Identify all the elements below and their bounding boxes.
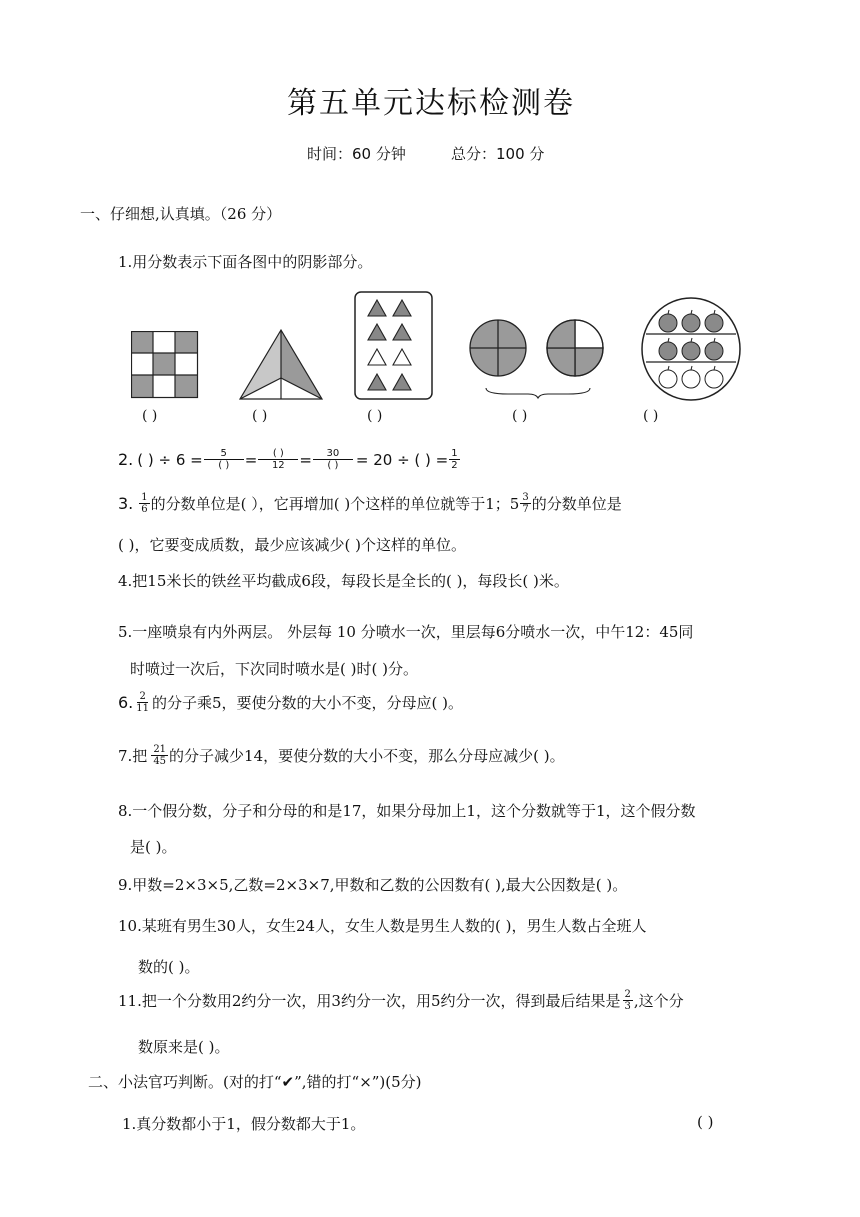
triangle-unshaded <box>368 349 386 365</box>
q3-number: 3. <box>118 494 134 513</box>
figure-2-answer-blank: ( ) <box>252 408 268 424</box>
question-2 <box>118 448 461 471</box>
question-5-line-1: 5.一座喷泉有内外两层。 外层每 10 分喷水一次，里层每6分喷水一次，中午12：45同 <box>118 623 694 641</box>
apple-icon-unshaded <box>659 370 677 388</box>
question-11-line-2: 数原来是( )。 <box>138 1038 230 1056</box>
grid-cell-shaded <box>175 375 197 397</box>
figure-1-answer-blank: ( ) <box>142 408 158 424</box>
q6-fraction: $\frac{2}{11}$ <box>136 691 149 714</box>
shaded-grid-figure <box>131 331 201 401</box>
apple-icon-shaded <box>705 342 723 360</box>
q2-number: 2. <box>118 450 134 469</box>
apple-icon-shaded <box>682 342 700 360</box>
q2-equals-2: = <box>299 450 312 469</box>
q2-fraction-4: $\frac{1}{2}$ <box>451 448 458 471</box>
q2-fraction-1: $\frac{5}{( )}$ <box>204 448 244 471</box>
judgement-question-1: 1.真分数都小于1，假分数都大于1。 <box>122 1115 366 1133</box>
q7-prefix: 7.把 <box>118 747 148 765</box>
section-1-heading: 一、仔细想,认真填。（26 分） <box>80 205 282 223</box>
triangle-unshaded <box>393 349 411 365</box>
judgement-answer-blank: ( ) <box>697 1113 714 1131</box>
section-2-heading: 二、小法官巧判断。(对的打“✔”,错的打“×”)(5分) <box>88 1073 422 1091</box>
q6-number: 6. <box>118 693 134 712</box>
q3-text-1: 的分数单位是( ），它再增加( )个这样的单位就等于1；5 <box>150 495 520 513</box>
figure-3-answer-blank: ( ) <box>367 408 383 424</box>
question-10-line-1: 10.某班有男生30人，女生24人，女生人数是男生人数的( )，男生人数占全班人 <box>118 917 647 935</box>
question-8-line-2: 是( )。 <box>130 838 177 856</box>
time-limit: 时间：60 分钟 <box>307 145 406 163</box>
triangle-card-figure <box>354 291 434 401</box>
q3-text-2: 的分数单位是 <box>531 495 622 513</box>
triangle-shaded <box>368 300 386 316</box>
triangle-shaded <box>393 324 411 340</box>
apple-icon-shaded <box>659 342 677 360</box>
apple-icon-unshaded <box>682 370 700 388</box>
apple-icon-shaded <box>659 314 677 332</box>
q7-text: 的分子减少14，要使分数的大小不变，那么分母应减少( )。 <box>169 747 565 765</box>
figure-5-answer-blank: ( ) <box>643 408 659 424</box>
page-title: 第五单元达标检测卷 <box>287 86 575 121</box>
question-7 <box>118 744 565 767</box>
q2-fraction-3: $\frac{30}{( )}$ <box>313 448 353 471</box>
shaded-triangle-figure <box>236 328 326 402</box>
question-4: 4.把15米长的铁丝平均截成6段，每段长是全长的( )，每段长( )米。 <box>118 572 569 590</box>
question-3-line-2: ( )，它要变成质数，最少应该减少( )个这样的单位。 <box>118 536 466 554</box>
question-8-line-1: 8.一个假分数，分子和分母的和是17，如果分母加上1，这个分数就等于1，这个假分数 <box>118 802 696 820</box>
q6-text: 的分子乘5，要使分数的大小不变，分母应( )。 <box>152 694 464 712</box>
apple-icon-unshaded <box>705 370 723 388</box>
grid-cell-shaded <box>131 375 153 397</box>
triangle-shaded <box>393 300 411 316</box>
triangle-shaded <box>368 324 386 340</box>
question-5-line-2: 时喷过一次后，下次同时喷水是( )时( )分。 <box>130 660 418 678</box>
question-1: 1.用分数表示下面各图中的阴影部分。 <box>118 253 373 271</box>
q11-fraction: $\frac{2}{3}$ <box>624 989 631 1012</box>
question-3 <box>118 492 622 515</box>
apples-figure <box>640 296 742 402</box>
total-score: 总分：100 分 <box>451 145 545 163</box>
grid-cell-shaded <box>153 353 175 375</box>
question-11 <box>118 989 684 1012</box>
grid-cell-shaded <box>175 331 197 353</box>
figure-4-answer-blank: ( ) <box>512 408 528 424</box>
triangle-shaded <box>393 374 411 390</box>
question-9: 9.甲数=2×3×5,乙数=2×3×7,甲数和乙数的公因数有( ),最大公因数是( )。 <box>118 876 628 894</box>
q2-part-1: ( ) ÷ 6 = <box>137 450 203 469</box>
q3-fraction-1: $\frac{1}{6}$ <box>141 492 148 515</box>
q11-text-1: 11.把一个分数用2约分一次，用3约分一次，用5约分一次，得到最后结果是 <box>118 992 621 1010</box>
two-circles-figure <box>468 318 610 400</box>
apple-icon-shaded <box>682 314 700 332</box>
q11-text-2: ,这个分 <box>633 992 684 1010</box>
brace-icon <box>486 388 590 398</box>
q2-equals-1: = <box>244 450 258 469</box>
triangle-shaded <box>368 374 386 390</box>
q2-part-2: = 20 ÷ ( ) = <box>355 450 449 469</box>
grid-cell-shaded <box>131 331 153 353</box>
question-10-line-2: 数的( )。 <box>138 958 200 976</box>
apple-icon-shaded <box>705 314 723 332</box>
q2-fraction-2: $\frac{( )}{12}$ <box>258 448 298 471</box>
q3-fraction-2: $\frac{3}{7}$ <box>522 492 529 515</box>
question-6 <box>118 691 463 714</box>
q7-fraction: $\frac{21}{45}$ <box>153 744 167 767</box>
